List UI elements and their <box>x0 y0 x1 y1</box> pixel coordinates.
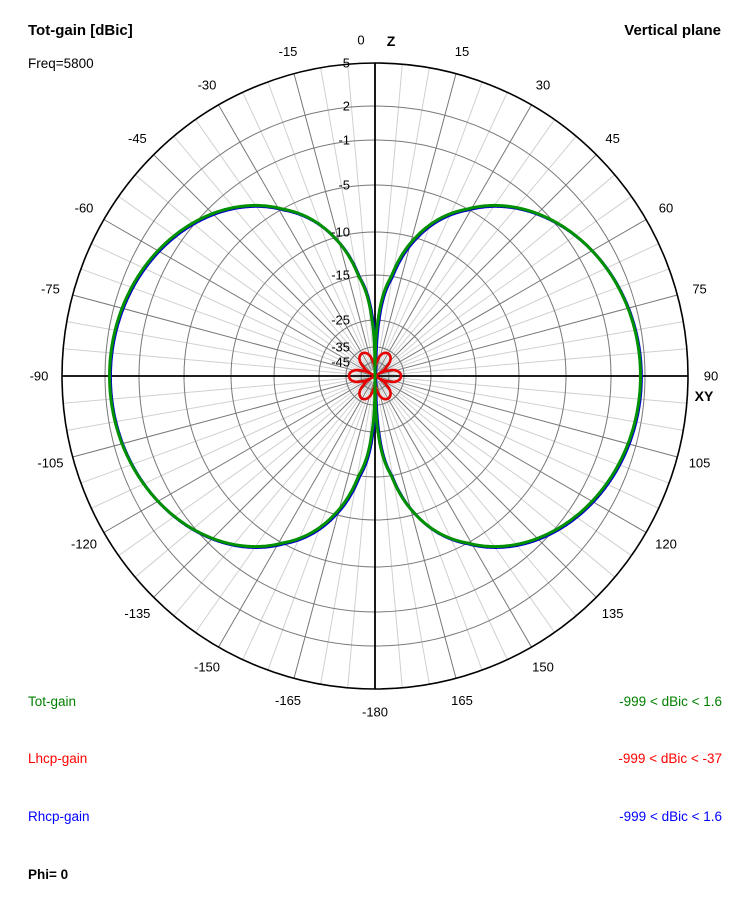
major-spoke <box>380 220 646 374</box>
angle-label--165: -165 <box>275 693 302 709</box>
plane-title: Vertical plane <box>624 22 721 39</box>
xy-axis-marker: XY <box>694 388 714 404</box>
angle-label-30: 30 <box>535 77 551 93</box>
major-spoke <box>379 155 596 372</box>
major-spoke <box>378 381 532 647</box>
angle-label--135: -135 <box>124 606 151 622</box>
range-lhcp-gain: -999 < dBic < -37 <box>618 751 722 767</box>
gain-ring-label-2: 2 <box>342 98 350 114</box>
major-spoke <box>379 380 596 597</box>
z-axis-marker: Z <box>386 33 396 49</box>
minor-spoke <box>81 378 369 483</box>
series-legend <box>28 653 90 904</box>
minor-spoke <box>381 378 669 483</box>
gain-ring-label-5: 5 <box>342 55 350 71</box>
angle-label-75: 75 <box>692 281 707 297</box>
angle-label--30: -30 <box>197 77 217 93</box>
minor-spoke <box>381 269 669 374</box>
chart-title: Tot-gain [dBic] <box>28 22 133 39</box>
range-rhcp-gain: -999 < dBic < 1.6 <box>619 809 722 825</box>
minor-spoke <box>376 382 429 684</box>
legend-item-tot-gain: Tot-gain <box>28 693 77 709</box>
angle-label-105: 105 <box>688 455 711 471</box>
angle-label-15: 15 <box>454 43 470 59</box>
legend-item-rhcp-gain: Rhcp-gain <box>28 809 90 825</box>
angle-label--15: -15 <box>278 43 298 59</box>
angle-label-90: 90 <box>703 368 719 384</box>
angle-label--90: -90 <box>29 368 49 384</box>
minor-spoke <box>321 382 374 684</box>
minor-spoke <box>379 136 576 371</box>
angle-label--150: -150 <box>193 659 221 675</box>
angle-label-0: 0 <box>357 32 365 48</box>
angle-label--45: -45 <box>128 130 147 146</box>
gain-ring-label--45: -45 <box>331 354 350 370</box>
legend-item-lhcp-gain: Lhcp-gain <box>28 751 88 767</box>
minor-spoke <box>81 269 369 374</box>
angle-label--60: -60 <box>74 200 94 216</box>
angle-label-60: 60 <box>658 200 674 216</box>
minor-spoke <box>379 381 576 616</box>
gain-ring-label--25: -25 <box>331 312 350 328</box>
minor-spoke <box>174 136 371 371</box>
major-spoke <box>378 105 532 371</box>
gain-ring-label--35: -35 <box>331 339 350 355</box>
gain-ring-label--15: -15 <box>331 267 350 283</box>
angle-label--105: -105 <box>37 455 64 471</box>
angle-label-45: 45 <box>605 130 620 146</box>
angle-label-135: 135 <box>601 606 624 622</box>
angle-label--75: -75 <box>41 281 60 297</box>
angle-label--180: -180 <box>361 704 389 720</box>
gain-ring-label--1: -1 <box>338 132 350 148</box>
range-legend <box>618 653 722 846</box>
angle-label--120: -120 <box>70 536 98 552</box>
major-spoke <box>380 379 646 533</box>
phi-label: Phi= 0 <box>28 867 69 883</box>
gain-ring-label--5: -5 <box>338 177 350 193</box>
major-spoke <box>104 379 370 533</box>
angle-label-150: 150 <box>532 659 554 675</box>
major-spoke <box>154 380 371 597</box>
major-spoke <box>104 220 370 374</box>
angle-label-120: 120 <box>655 536 677 552</box>
gain-ring-label--10: -10 <box>331 224 350 240</box>
range-tot-gain: -999 < dBic < 1.6 <box>619 693 722 709</box>
minor-spoke <box>376 68 429 370</box>
angle-label-165: 165 <box>451 693 473 709</box>
major-spoke <box>219 381 373 647</box>
frequency-label: Freq=5800 <box>28 56 94 71</box>
minor-spoke <box>174 381 371 616</box>
